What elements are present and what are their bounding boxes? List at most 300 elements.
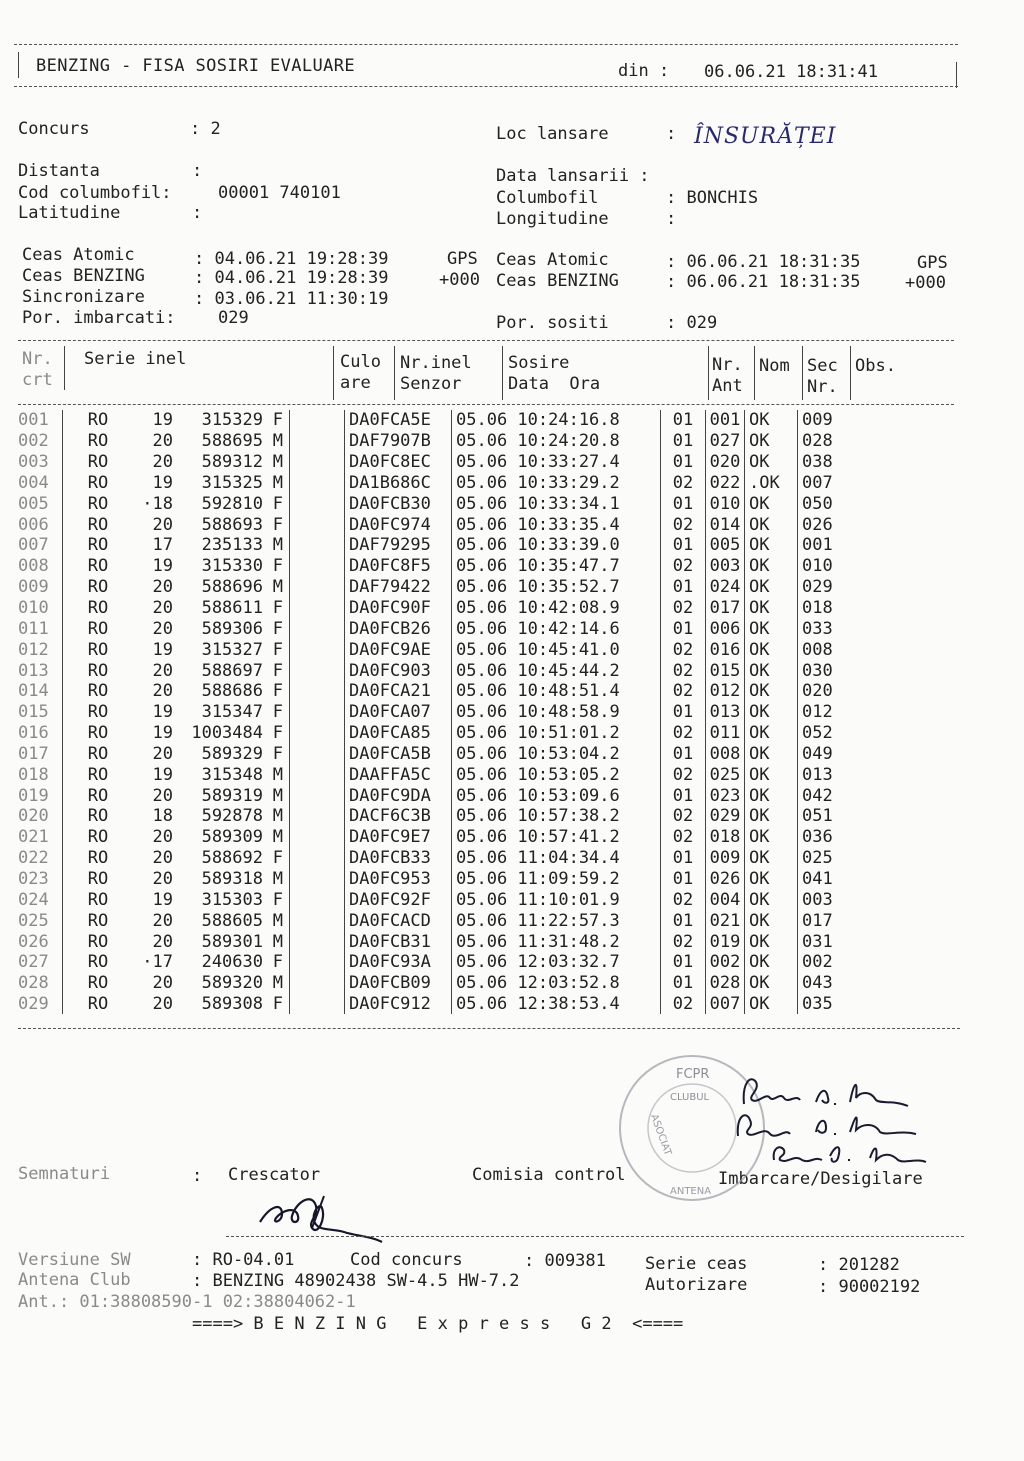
cell-nominal: 001 xyxy=(706,410,745,431)
cell-antenna: 01 xyxy=(661,410,706,431)
col-header-crt: crt xyxy=(22,370,53,390)
cell-color xyxy=(290,889,345,910)
table-row xyxy=(18,598,862,619)
cell-arrival-datetime: 05.06 11:09:59.2 xyxy=(452,869,661,890)
cell-row-number: 025 xyxy=(18,910,63,931)
cell-row-number: 012 xyxy=(18,639,63,660)
cell-sex: F xyxy=(272,848,283,869)
cell-security: OK xyxy=(745,994,798,1015)
cell-sex: M xyxy=(272,973,283,994)
cell-security: OK xyxy=(745,764,798,785)
cell-nominal: 024 xyxy=(706,577,745,598)
cell-sex: M xyxy=(272,764,283,785)
cell-security: OK xyxy=(745,785,798,806)
cell-ring-number: 588693 xyxy=(201,514,263,535)
cell-row-number: 008 xyxy=(18,556,63,577)
cell-observation: 009 xyxy=(802,410,833,431)
cell-ring-number: 588686 xyxy=(201,681,263,702)
cell-antenna: 02 xyxy=(661,764,706,785)
col-header-senzor: Senzor xyxy=(400,374,462,394)
cell-sensor-ring: DA0FCB30 xyxy=(345,493,452,514)
cell-nominal: 006 xyxy=(706,618,745,639)
cell-observation: 010 xyxy=(802,556,833,577)
cell-row-number: 011 xyxy=(18,618,63,639)
cell-row-number: 028 xyxy=(18,973,63,994)
cell-ring-number: 240630 xyxy=(201,952,263,973)
cell-country-code: RO xyxy=(87,535,109,556)
cell-color xyxy=(290,660,345,681)
cell-ring-year: 20 xyxy=(152,827,173,848)
cell-nominal: 022 xyxy=(706,473,745,494)
cell-arrival-datetime: 05.06 10:45:41.0 xyxy=(452,639,661,660)
cell-nominal: 023 xyxy=(706,785,745,806)
ceas-atomic-label-left: Ceas Atomic xyxy=(22,245,135,265)
cell-nominal: 014 xyxy=(706,514,745,535)
concurs-label: Concurs xyxy=(18,119,90,139)
cell-security: OK xyxy=(745,827,798,848)
antena-club-label: Antena Club xyxy=(18,1270,131,1290)
cell-nominal: 015 xyxy=(706,660,745,681)
col-header-nom: Nom xyxy=(759,356,790,376)
cell-ring-year: 20 xyxy=(152,514,173,535)
cell-observation: 052 xyxy=(802,723,833,744)
cell-sensor-ring: DA0FC8EC xyxy=(345,452,452,473)
cell-sensor-ring: DA0FCACD xyxy=(345,910,452,931)
cell-arrival-datetime: 05.06 10:35:47.7 xyxy=(452,556,661,577)
loc-lansare-colon: : xyxy=(666,124,687,144)
col-sep-4 xyxy=(502,346,503,400)
cell-antenna: 01 xyxy=(661,535,706,556)
col-header-serie: Serie inel xyxy=(84,349,187,369)
cell-country-code: RO xyxy=(87,764,109,785)
cell-ring-year: 19 xyxy=(152,702,173,723)
cell-security: .OK xyxy=(745,473,798,494)
semnaturi-label: Semnaturi xyxy=(18,1164,111,1184)
cell-ring-year: 18 xyxy=(152,806,173,827)
cell-antenna: 02 xyxy=(661,931,706,952)
table-row xyxy=(18,681,862,702)
cell-color xyxy=(290,681,345,702)
imbarcare-label: Imbarcare/Desigilare xyxy=(718,1169,923,1189)
col-header-nrinel: Nr.inel xyxy=(400,353,472,373)
cell-ring-number: 589309 xyxy=(201,827,263,848)
cell-sex: M xyxy=(272,431,283,452)
cell-sensor-ring: DA0FC92F xyxy=(345,889,452,910)
cell-antenna: 02 xyxy=(661,889,706,910)
columbofil-value: : BONCHIS xyxy=(666,188,759,208)
cell-arrival-datetime: 05.06 10:53:04.2 xyxy=(452,744,661,765)
cell-color xyxy=(290,848,345,869)
date-label: din : xyxy=(618,61,670,81)
cell-observation: 050 xyxy=(802,493,833,514)
cell-ring-year: 19 xyxy=(152,556,173,577)
cell-row-number: 017 xyxy=(18,744,63,765)
cell-row-number: 021 xyxy=(18,827,63,848)
cell-sensor-ring: DA0FCA5E xyxy=(345,410,452,431)
cell-color xyxy=(290,910,345,931)
table-row xyxy=(18,806,862,827)
cell-arrival-datetime: 05.06 10:33:34.1 xyxy=(452,493,661,514)
antena-club-value: : BENZING 48902438 SW-4.5 HW-7.2 xyxy=(192,1271,520,1291)
col-sep-2 xyxy=(333,346,334,400)
cell-ring-year: 19 xyxy=(152,723,173,744)
cell-observation: 028 xyxy=(802,431,833,452)
cell-ring-number: 589301 xyxy=(201,931,263,952)
table-row xyxy=(18,994,862,1015)
cell-antenna: 01 xyxy=(661,869,706,890)
cell-country-code: RO xyxy=(87,639,109,660)
cell-security: OK xyxy=(745,723,798,744)
cell-ring-year: 19 xyxy=(152,410,173,431)
breeder-signature xyxy=(252,1188,392,1248)
cell-sensor-ring: DA0FC9DA xyxy=(345,785,452,806)
cell-nominal: 027 xyxy=(706,431,745,452)
cell-ring-number: 315348 xyxy=(201,764,263,785)
cell-ring-year: 20 xyxy=(152,577,173,598)
ceas-atomic-suffix-right: GPS xyxy=(917,253,948,273)
cell-row-number: 022 xyxy=(18,848,63,869)
ceas-atomic-suffix-left: GPS xyxy=(447,249,478,269)
cell-arrival-datetime: 05.06 10:42:08.9 xyxy=(452,598,661,619)
cell-observation: 001 xyxy=(802,535,833,556)
ceas-atomic-value-right: : 06.06.21 18:31:35 xyxy=(666,252,861,272)
ceas-benzing-value-left: : 04.06.21 19:28:39 xyxy=(194,268,389,288)
cell-arrival-datetime: 05.06 10:53:09.6 xyxy=(452,785,661,806)
cell-sensor-ring: DA0FCB33 xyxy=(345,848,452,869)
cell-security: OK xyxy=(745,910,798,931)
cell-observation: 051 xyxy=(802,806,833,827)
header-left-bar xyxy=(18,52,19,78)
cell-sensor-ring: DA1B686C xyxy=(345,473,452,494)
latitudine-label: Latitudine xyxy=(18,203,121,223)
cell-observation: 020 xyxy=(802,681,833,702)
cell-ring-number: 315303 xyxy=(201,889,263,910)
loc-lansare-handwritten: ÎNSURĂȚEI xyxy=(694,124,837,149)
cell-sex: F xyxy=(272,556,283,577)
cell-arrival-datetime: 05.06 11:22:57.3 xyxy=(452,910,661,931)
cell-row-number: 027 xyxy=(18,952,63,973)
latitudine-value: : xyxy=(192,203,203,223)
cell-antenna: 02 xyxy=(661,806,706,827)
cell-security: OK xyxy=(745,431,798,452)
col-header-obs: Obs. xyxy=(855,356,896,376)
sincronizare-label: Sincronizare xyxy=(22,287,145,307)
cell-sex: F xyxy=(272,994,283,1015)
cell-ring-number: 235133 xyxy=(201,535,263,556)
col-header-data-ora: Data Ora xyxy=(508,374,601,394)
cell-antenna: 02 xyxy=(661,723,706,744)
cell-nominal: 011 xyxy=(706,723,745,744)
cell-ring-number: 592810 xyxy=(201,493,263,514)
table-row xyxy=(18,973,862,994)
cell-nominal: 007 xyxy=(706,994,745,1015)
cell-ring-number: 588692 xyxy=(201,848,263,869)
cell-sex: M xyxy=(272,910,283,931)
col-sep-5 xyxy=(708,346,709,400)
cell-security: OK xyxy=(745,598,798,619)
col-sep-8 xyxy=(850,346,851,400)
col-header-culo: Culo xyxy=(340,352,381,372)
cell-nominal: 020 xyxy=(706,452,745,473)
cell-sex: F xyxy=(272,889,283,910)
cell-security: OK xyxy=(745,639,798,660)
cell-row-number: 018 xyxy=(18,764,63,785)
footer-top-rule xyxy=(226,1236,964,1237)
cell-row-number: 001 xyxy=(18,410,63,431)
cell-arrival-datetime: 05.06 12:38:53.4 xyxy=(452,994,661,1015)
cell-antenna: 01 xyxy=(661,577,706,598)
cell-nominal: 026 xyxy=(706,869,745,890)
cell-sex: F xyxy=(272,410,283,431)
cell-country-code: RO xyxy=(87,577,109,598)
serie-ceas-value: : 201282 xyxy=(818,1255,900,1275)
cell-country-code: RO xyxy=(87,785,109,806)
cell-ring-number: 588605 xyxy=(201,910,263,931)
cell-ring-year: 20 xyxy=(152,598,173,619)
autorizare-value: : 90002192 xyxy=(818,1277,921,1297)
comisia-control-label: Comisia control xyxy=(472,1165,626,1185)
cell-ring-year: 20 xyxy=(152,910,173,931)
cell-security: OK xyxy=(745,973,798,994)
cell-ring-number: 589319 xyxy=(201,785,263,806)
cell-sensor-ring: DA0FC9E7 xyxy=(345,827,452,848)
cell-country-code: RO xyxy=(87,681,109,702)
cell-country-code: RO xyxy=(87,618,109,639)
cell-sex: F xyxy=(272,598,283,619)
cod-columbofil-value: 00001 740101 xyxy=(218,183,341,203)
cell-color xyxy=(290,577,345,598)
cell-sensor-ring: DA0FC903 xyxy=(345,660,452,681)
cell-country-code: RO xyxy=(87,598,109,619)
cell-country-code: RO xyxy=(87,848,109,869)
cell-arrival-datetime: 05.06 11:04:34.4 xyxy=(452,848,661,869)
cell-ring-number: 588697 xyxy=(201,660,263,681)
cell-observation: 031 xyxy=(802,931,833,952)
cell-security: OK xyxy=(745,660,798,681)
cell-ring-number: 315330 xyxy=(201,556,263,577)
cell-antenna: 01 xyxy=(661,785,706,806)
cell-arrival-datetime: 05.06 10:45:44.2 xyxy=(452,660,661,681)
cell-security: OK xyxy=(745,577,798,598)
cell-sensor-ring: DA0FC8F5 xyxy=(345,556,452,577)
cell-antenna: 02 xyxy=(661,681,706,702)
cell-sensor-ring: DAF7907B xyxy=(345,431,452,452)
cell-observation: 036 xyxy=(802,827,833,848)
cell-security: OK xyxy=(745,806,798,827)
cell-arrival-datetime: 05.06 10:53:05.2 xyxy=(452,764,661,785)
cell-sex: F xyxy=(272,660,283,681)
table-row xyxy=(18,785,862,806)
cell-ring-year: 20 xyxy=(152,994,173,1015)
cell-observation: 025 xyxy=(802,848,833,869)
stamp-mid-text: CLUBUL xyxy=(670,1092,710,1103)
stamp-bottom-text: ANTENA xyxy=(670,1186,712,1197)
cell-row-number: 006 xyxy=(18,514,63,535)
cell-observation: 030 xyxy=(802,660,833,681)
cell-sensor-ring: DA0FCB26 xyxy=(345,618,452,639)
ceas-benzing-label-right: Ceas BENZING xyxy=(496,271,619,291)
table-row xyxy=(18,827,862,848)
table-row xyxy=(18,702,862,723)
cell-sex: M xyxy=(272,535,283,556)
cell-ring-year: 19 xyxy=(152,764,173,785)
cell-arrival-datetime: 05.06 11:10:01.9 xyxy=(452,889,661,910)
cell-security: OK xyxy=(745,848,798,869)
cell-color xyxy=(290,473,345,494)
table-row xyxy=(18,577,862,598)
table-row xyxy=(18,660,862,681)
autorizare-label: Autorizare xyxy=(645,1275,748,1295)
table-row xyxy=(18,952,862,973)
cell-row-number: 003 xyxy=(18,452,63,473)
col-sep-3 xyxy=(394,346,395,400)
col-sep-1 xyxy=(64,346,65,390)
cell-observation: 026 xyxy=(802,514,833,535)
sositi-label: Por. sositi xyxy=(496,313,609,333)
cell-ring-number: 589306 xyxy=(201,618,263,639)
stamp-side-text: ASOCIAT xyxy=(647,1112,674,1158)
cell-sensor-ring: DA0FC9AE xyxy=(345,639,452,660)
cell-security: OK xyxy=(745,618,798,639)
cell-country-code: RO xyxy=(87,868,109,889)
cell-ring-number: 589312 xyxy=(201,452,263,473)
cell-nominal: 010 xyxy=(706,493,745,514)
cell-arrival-datetime: 05.06 10:57:41.2 xyxy=(452,827,661,848)
cell-arrival-datetime: 05.06 10:24:20.8 xyxy=(452,431,661,452)
cell-row-number: 029 xyxy=(18,994,63,1015)
cell-row-number: 009 xyxy=(18,577,63,598)
header-bottom-rule xyxy=(14,86,958,87)
cell-antenna: 02 xyxy=(661,994,706,1015)
cell-ring-year: 20 xyxy=(152,431,173,452)
cell-sensor-ring: DA0FCA85 xyxy=(345,723,452,744)
cell-sensor-ring: DA0FCA21 xyxy=(345,681,452,702)
cell-color xyxy=(290,764,345,785)
table-row xyxy=(18,764,862,785)
cell-ring-year: 19 xyxy=(152,639,173,660)
cell-arrival-datetime: 05.06 10:24:16.8 xyxy=(452,410,661,431)
cell-row-number: 013 xyxy=(18,660,63,681)
table-row xyxy=(18,931,862,952)
cell-arrival-datetime: 05.06 10:42:14.6 xyxy=(452,618,661,639)
cell-color xyxy=(290,452,345,473)
cell-color xyxy=(290,785,345,806)
cell-row-number: 020 xyxy=(18,806,63,827)
cell-row-number: 016 xyxy=(18,723,63,744)
cell-observation: 018 xyxy=(802,598,833,619)
cell-arrival-datetime: 05.06 10:33:39.0 xyxy=(452,535,661,556)
imbarcati-label: Por. imbarcati: xyxy=(22,308,176,328)
cell-antenna: 01 xyxy=(661,973,706,994)
cell-ring-number: 589308 xyxy=(201,994,263,1015)
cell-country-code: RO xyxy=(87,431,109,452)
cell-sex: F xyxy=(272,639,283,660)
cell-sex: F xyxy=(272,723,283,744)
table-row xyxy=(18,889,862,910)
cell-sex: M xyxy=(272,785,283,806)
cell-observation: 033 xyxy=(802,618,833,639)
cell-antenna: 02 xyxy=(661,556,706,577)
cell-antenna: 02 xyxy=(661,514,706,535)
cod-concurs-label: Cod concurs xyxy=(350,1250,463,1270)
cell-sex: F xyxy=(272,743,283,764)
cell-sex: M xyxy=(272,577,283,598)
cell-country-code: RO xyxy=(87,910,109,931)
cell-row-number: 019 xyxy=(18,785,63,806)
cell-color xyxy=(290,952,345,973)
cell-sex: M xyxy=(272,806,283,827)
cell-ring-year: 20 xyxy=(152,931,173,952)
cell-ring-number: 315347 xyxy=(201,702,263,723)
cell-ring-year: 20 xyxy=(152,618,173,639)
cell-country-code: RO xyxy=(87,514,109,535)
cell-antenna: 01 xyxy=(661,848,706,869)
cell-observation: 003 xyxy=(802,889,833,910)
cell-sensor-ring: DA0FCA07 xyxy=(345,702,452,723)
table-row xyxy=(18,473,862,494)
cell-sensor-ring: DA0FC953 xyxy=(345,869,452,890)
cell-arrival-datetime: 05.06 10:48:51.4 xyxy=(452,681,661,702)
sincronizare-value: : 03.06.21 11:30:19 xyxy=(194,289,389,309)
cell-sex: F xyxy=(272,952,283,973)
cell-antenna: 01 xyxy=(661,493,706,514)
cell-row-number: 007 xyxy=(18,535,63,556)
cell-ring-year: 17 xyxy=(152,535,173,556)
cell-country-code: RO xyxy=(87,472,109,493)
cell-security: OK xyxy=(745,535,798,556)
versiune-label: Versiune SW xyxy=(18,1250,131,1270)
cell-ring-year: 19 xyxy=(152,472,173,493)
cell-security: OK xyxy=(745,931,798,952)
cell-sensor-ring: DA0FC912 xyxy=(345,994,452,1015)
table-header-bottom-rule xyxy=(18,404,954,405)
cell-nominal: 025 xyxy=(706,764,745,785)
cell-sensor-ring: DA0FC93A xyxy=(345,952,452,973)
cell-observation: 043 xyxy=(802,973,833,994)
cell-color xyxy=(290,931,345,952)
cell-observation: 007 xyxy=(802,472,833,493)
cell-ring-year: 20 xyxy=(152,973,173,994)
cell-sensor-ring: DAF79295 xyxy=(345,535,452,556)
cell-row-number: 023 xyxy=(18,869,63,890)
cell-nominal: 003 xyxy=(706,556,745,577)
arrivals-table xyxy=(18,410,862,1014)
cell-arrival-datetime: 05.06 10:35:52.7 xyxy=(452,577,661,598)
cell-color xyxy=(290,869,345,890)
col-sep-6 xyxy=(754,346,755,400)
cell-observation: 002 xyxy=(802,952,833,973)
table-row xyxy=(18,639,862,660)
cell-observation: 029 xyxy=(802,577,833,598)
cell-ring-number: 315329 xyxy=(201,410,263,431)
cell-row-number: 026 xyxy=(18,931,63,952)
cell-country-code: RO xyxy=(87,452,109,473)
cell-sex: M xyxy=(272,827,283,848)
cell-ring-number: 589320 xyxy=(201,973,263,994)
cell-security: OK xyxy=(745,681,798,702)
cell-country-code: RO xyxy=(87,806,109,827)
table-row xyxy=(18,452,862,473)
cell-sex: F xyxy=(272,493,283,514)
cell-country-code: RO xyxy=(87,973,109,994)
cell-ring-year: 20 xyxy=(152,868,173,889)
table-row xyxy=(18,410,862,431)
cell-arrival-datetime: 05.06 10:48:58.9 xyxy=(452,702,661,723)
cell-ring-number: 588696 xyxy=(201,577,263,598)
cell-nominal: 012 xyxy=(706,681,745,702)
cell-arrival-datetime: 05.06 10:33:27.4 xyxy=(452,452,661,473)
cell-sex: M xyxy=(272,472,283,493)
